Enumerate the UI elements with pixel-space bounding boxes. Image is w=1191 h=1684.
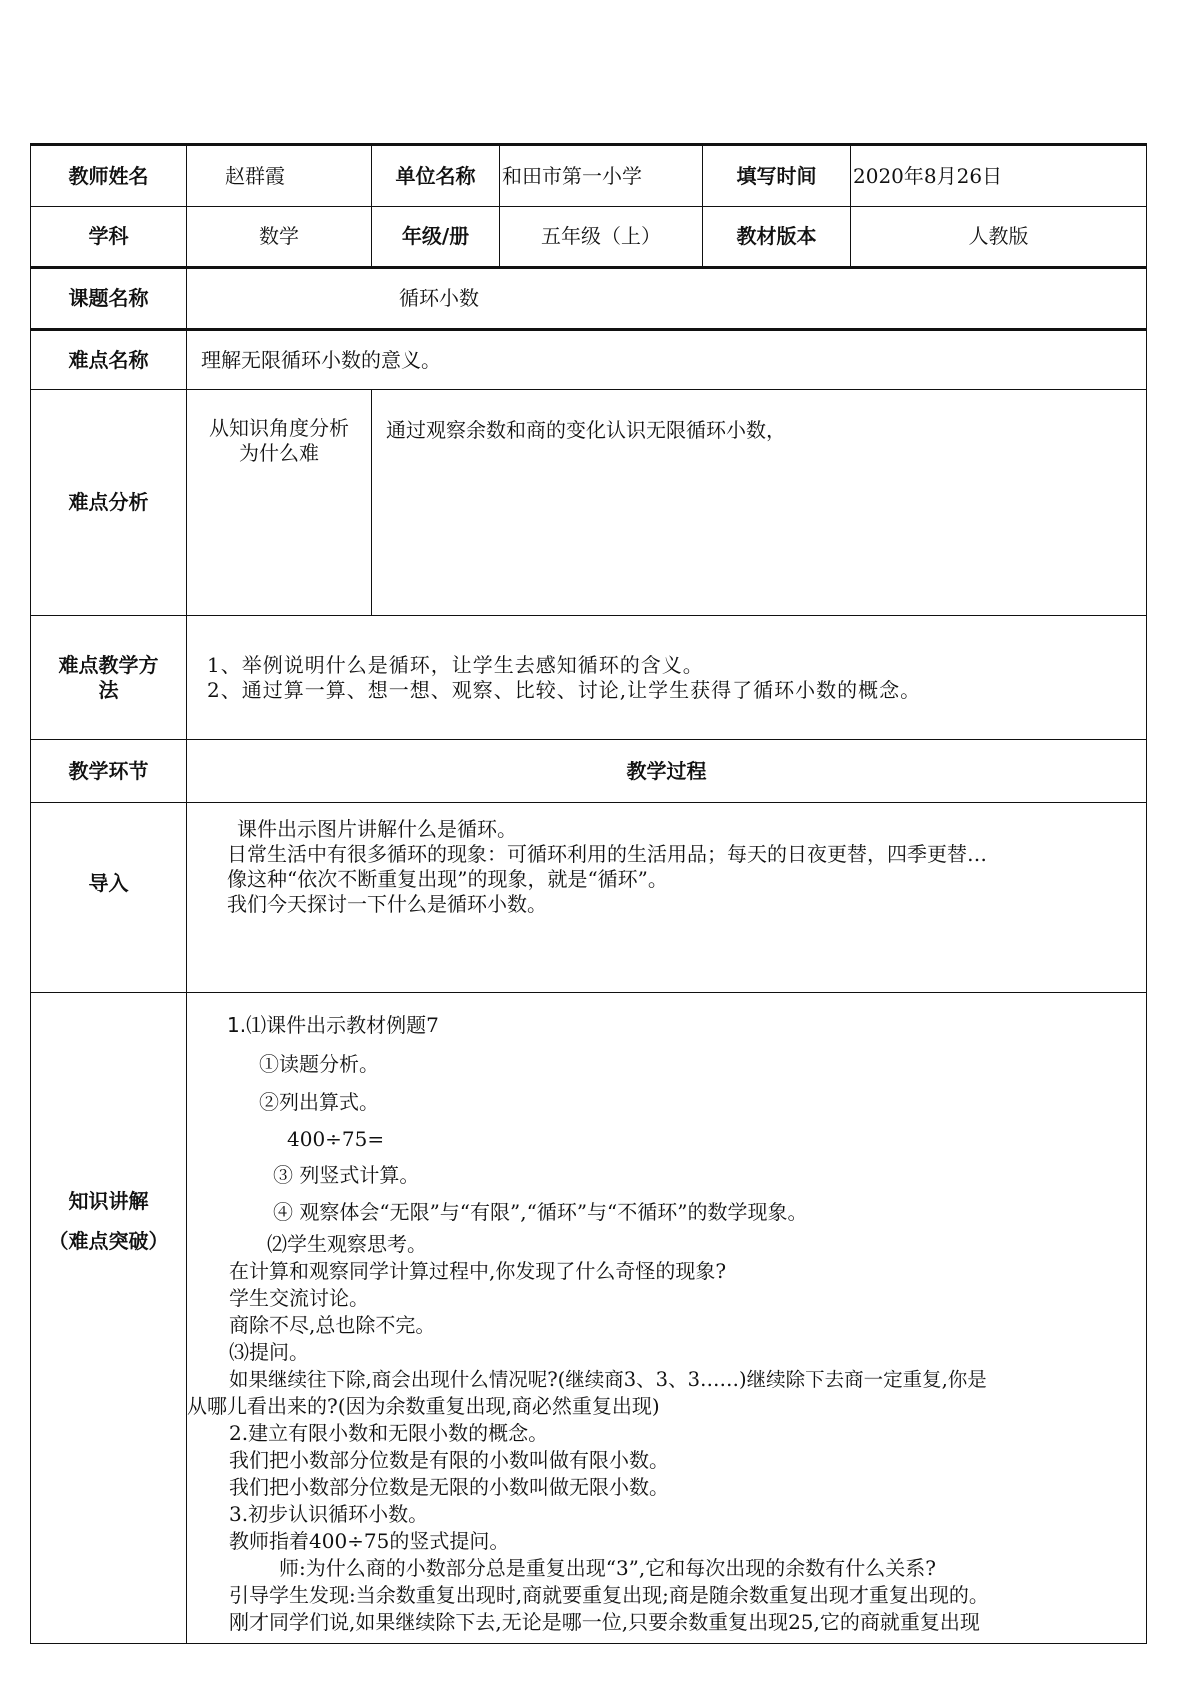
knowledge-line bbox=[187, 1005, 1146, 1045]
edition-value: 人教版 bbox=[851, 207, 1147, 268]
teacher-name-label: 教师姓名 bbox=[31, 145, 187, 207]
intro-line: 像这种“依次不断重复出现”的现象，就是“循环”。 bbox=[227, 867, 668, 891]
knowledge-line: 引导学生发现:当余数重复出现时,商就要重复出现;商是随余数重复出现才重复出现的。 bbox=[229, 1583, 989, 1607]
intro-line: 日常生活中有很多循环的现象：可循环利用的生活用品；每天的日夜更替，四季更替… bbox=[227, 842, 987, 866]
knowledge-line: 我们把小数部分位数是有限的小数叫做有限小数。 bbox=[229, 1448, 669, 1472]
date-value: 2020年8月26日 bbox=[851, 145, 1147, 207]
analysis-sub-label-line2: 为什么难 bbox=[239, 441, 319, 465]
edition-label: 教材版本 bbox=[703, 207, 851, 268]
subject-info-row bbox=[31, 207, 1147, 268]
knowledge-line: 商除不尽,总也除不完。 bbox=[229, 1313, 436, 1337]
lesson-plan-table bbox=[30, 143, 1147, 1644]
knowledge-line: 从哪儿看出来的?(因为余数重复出现,商必然重复出现) bbox=[187, 1394, 660, 1418]
knowledge-step-number: 1. bbox=[227, 1013, 247, 1037]
knowledge-line: 学生交流讨论。 bbox=[229, 1286, 369, 1310]
knowledge-line: 教师指着400÷75的竖式提问。 bbox=[229, 1529, 510, 1553]
intro-line: 我们今天探讨一下什么是循环小数。 bbox=[227, 892, 547, 916]
method-label bbox=[31, 616, 187, 740]
knowledge-line: ②列出算式。 bbox=[259, 1090, 379, 1114]
analysis-sub-label-line1: 从知识角度分析 bbox=[209, 416, 349, 440]
unit-name-label: 单位名称 bbox=[372, 145, 500, 207]
analysis-text: 通过观察余数和商的变化认识无限循环小数， bbox=[372, 390, 1147, 616]
difficulty-row bbox=[31, 330, 1147, 390]
subject-value: 数学 bbox=[187, 207, 372, 268]
intro-row bbox=[31, 803, 1147, 993]
teacher-info-row bbox=[31, 145, 1147, 207]
topic-label: 课题名称 bbox=[31, 268, 187, 330]
intro-content bbox=[187, 803, 1147, 993]
knowledge-content bbox=[187, 993, 1147, 1644]
subject-label: 学科 bbox=[31, 207, 187, 268]
grade-value: 五年级（上） bbox=[500, 207, 703, 268]
knowledge-line: ①读题分析。 bbox=[259, 1052, 379, 1076]
knowledge-line: 师:为什么商的小数部分总是重复出现“3”,它和每次出现的余数有什么关系? bbox=[279, 1556, 936, 1580]
method-label-line2: 法 bbox=[98, 677, 119, 702]
knowledge-label bbox=[31, 993, 187, 1644]
knowledge-line: 400÷75= bbox=[287, 1127, 385, 1151]
analysis-row bbox=[31, 390, 1147, 616]
knowledge-line: 2.建立有限小数和无限小数的概念。 bbox=[229, 1421, 549, 1445]
difficulty-label: 难点名称 bbox=[31, 330, 187, 390]
knowledge-line: ⑶提问。 bbox=[229, 1340, 309, 1364]
topic-value: 循环小数 bbox=[187, 268, 1147, 330]
method-item: 2、通过算一算、想一想、观察、比较、讨论,让学生获得了循环小数的概念。 bbox=[207, 677, 922, 702]
knowledge-label-line1: 知识讲解 bbox=[68, 1189, 149, 1213]
date-label: 填写时间 bbox=[703, 145, 851, 207]
knowledge-label-line2: （难点突破） bbox=[48, 1229, 169, 1253]
knowledge-row bbox=[31, 993, 1147, 1644]
method-label-line1: 难点教学方 bbox=[58, 652, 159, 677]
stage-header: 教学环节 bbox=[31, 740, 187, 803]
knowledge-line: 我们把小数部分位数是无限的小数叫做无限小数。 bbox=[229, 1475, 669, 1499]
knowledge-line: ⑵学生观察思考。 bbox=[267, 1232, 427, 1256]
process-header: 教学过程 bbox=[187, 740, 1147, 803]
knowledge-line: ③ 列竖式计算。 bbox=[273, 1163, 420, 1187]
intro-label: 导入 bbox=[31, 803, 187, 993]
difficulty-value: 理解无限循环小数的意义。 bbox=[187, 330, 1147, 390]
method-list bbox=[187, 616, 1147, 740]
grade-label: 年级/册 bbox=[372, 207, 500, 268]
knowledge-line: ④ 观察体会“无限”与“有限”,“循环”与“不循环”的数学现象。 bbox=[273, 1200, 808, 1224]
method-item: 1、举例说明什么是循环，让学生去感知循环的含义。 bbox=[207, 652, 704, 677]
analysis-label: 难点分析 bbox=[31, 390, 187, 616]
teacher-name-value: 赵群霞 bbox=[187, 145, 372, 207]
knowledge-line: 3.初步认识循环小数。 bbox=[229, 1502, 429, 1526]
knowledge-line: 如果继续往下除,商会出现什么情况呢?(继续商3、3、3……)继续除下去商一定重复,你是 bbox=[229, 1368, 987, 1391]
knowledge-line: 在计算和观察同学计算过程中,你发现了什么奇怪的现象? bbox=[229, 1259, 727, 1283]
process-header-row bbox=[31, 740, 1147, 803]
knowledge-line: 刚才同学们说,如果继续除下去,无论是哪一位,只要余数重复出现25,它的商就重复出现 bbox=[229, 1610, 980, 1634]
unit-name-value: 和田市第一小学 bbox=[500, 145, 703, 207]
topic-row bbox=[31, 268, 1147, 330]
intro-line: 课件出示图片讲解什么是循环。 bbox=[237, 817, 517, 841]
method-row bbox=[31, 616, 1147, 740]
analysis-sub-label bbox=[187, 390, 372, 616]
knowledge-line-text: ⑴课件出示教材例题7 bbox=[246, 1013, 439, 1037]
